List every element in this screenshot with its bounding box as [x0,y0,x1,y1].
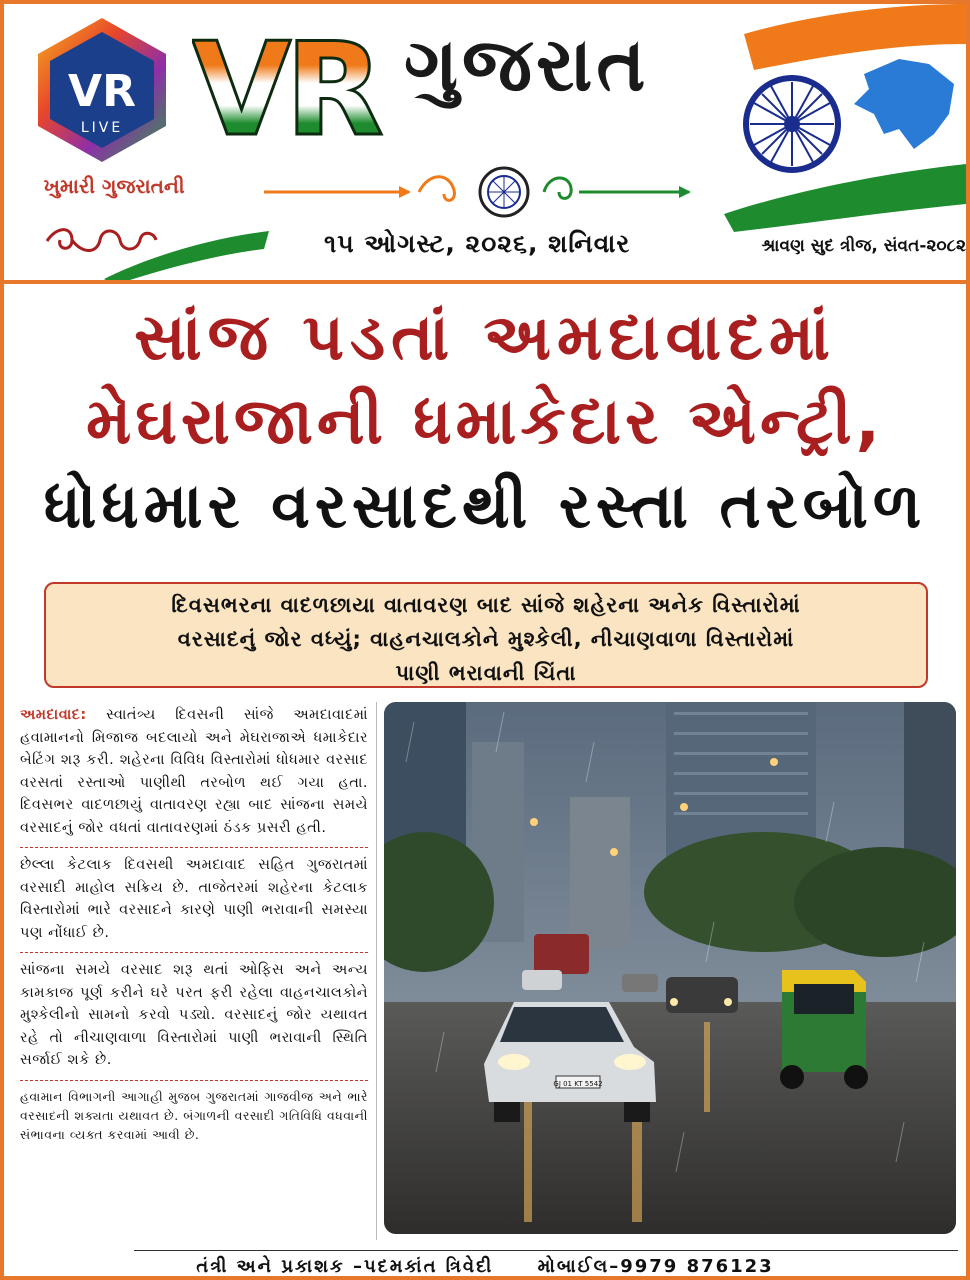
paragraph-1 [20,702,368,845]
divider [20,1080,368,1081]
headline-line-3: ધોધમાર વરસાદથી રસ્તા તરબોળ [43,469,927,542]
summary-line-3: પાણી ભરાવાની ચિંતા [395,661,577,685]
headline [4,296,966,548]
mobile-number: મોબાઈલ–9979 876123 [537,1256,774,1277]
rainy-street-photo [384,702,956,1234]
gujarat-map-icon [854,59,954,149]
tricolor-ornament [259,162,699,222]
paragraph-4: હવામાન વિભાગની આગાહી મુજબ ગુજરાતમાં ગાજવીજ અને ભારે વરસાદની શક્યતા યથાવત છે. બંગાળની વરસાદી ગતિવિધિ વધવાની સંભાવના વ્યક્ત કરવામાં આવી છે. [20,1088,368,1142]
issue-date: ૧૫ ઓગસ્ટ, ૨૦૨૬, શનિવાર [324,229,631,258]
paragraph-1-text: સ્વાતંત્ર્ય દિવસની સાંજે અમદાવાદમાં હવામાનનો મિજાજ બદલાયો અને મેઘરાજાએ ધમાકેદાર બેટિંગ શરૂ કરી. શહેરના વિવિધ વિસ્તારોમાં ધોધમાર વરસાદ વરસતાં રસ્તાઓ પાણીથી તરબોળ થઈ ગયા હતા. દિવસભર વાદળછાયું વાતાવરણ રહ્યા બાદ સાંજના સમયે વરસાદનું જોર વધતાં વાતાવરણમાં ઠંડક પ્રસરી હતી. [20,707,368,836]
footer [4,1256,966,1277]
column-divider [376,702,377,1240]
paragraph-3: સાંજના સમયે વરસાદ શરૂ થતાં ઓફિસ અને અન્ય કામકાજ પૂર્ણ કરીને ઘરે પરત ફરી રહેલા વાહનચાલકોને મુશ્કેલીનો સામનો કરવો પડ્યો. વરસાદનું જોર યથાવત રહે તો નીચાણવાળા વિસ્તારોમાં પાણી ભરાવાની સ્થિતિ સર્જાઈ શકે છે. [20,962,368,1068]
summary-line-1: દિવસભરના વાદળછાયા વાતાવરણ બાદ સાંજે શહેરના અનેક વિસ્તારોમાં [171,593,801,617]
tagline: ખુમારી ગુજરાતની [43,174,185,198]
logo-sub: LIVE [80,120,124,136]
vr-letters: VR [192,22,378,152]
vr-live-logo [32,14,172,164]
divider [20,952,368,953]
logo-letters: VR [68,66,136,117]
flag-map-art [724,4,966,234]
summary-box [44,582,928,688]
headline-line-1: સાંજ પડતાં અમદાવાદમાં [134,301,836,375]
samvat-date: શ્રાવણ સુદ ત્રીજ, સંવત-૨૦૮૨ [761,236,966,256]
dateline: અમદાવાદ: [20,707,87,723]
editor-credit: તંત્રી અને પ્રકાશક –પદમકાંત ત્રિવેદી [196,1256,494,1277]
number-plate: GJ 01 KT 5542 [553,1080,603,1088]
green-brush-stroke [104,229,274,284]
summary-line-2: વરસાદનું જોર વધ્યું; વાહનચાલકોને મુશ્કેલી, નીચાણવાળા વિસ્તારોમાં [177,627,795,651]
footer-rule [134,1250,958,1251]
masthead [4,4,966,284]
paragraph-2: છેલ્લા કેટલાક દિવસથી અમદાવાદ સહિત ગુજરાતમાં વરસાદી માહોલ સક્રિય છે. તાજેતરમાં શહેરના કેટલાક વિસ્તારોમાં ભારે વરસાદને કારણે પાણી ભરાવાની સમસ્યા પણ નોંધાઈ છે. [20,857,368,941]
brand-gujarat: ગુજરાત [404,22,650,108]
divider [20,847,368,848]
vr-brand-mark [192,22,402,152]
article-body [20,702,368,1150]
headline-line-2: મેઘરાજાની ધમાકેદાર એન્ટ્રી, [86,385,884,459]
